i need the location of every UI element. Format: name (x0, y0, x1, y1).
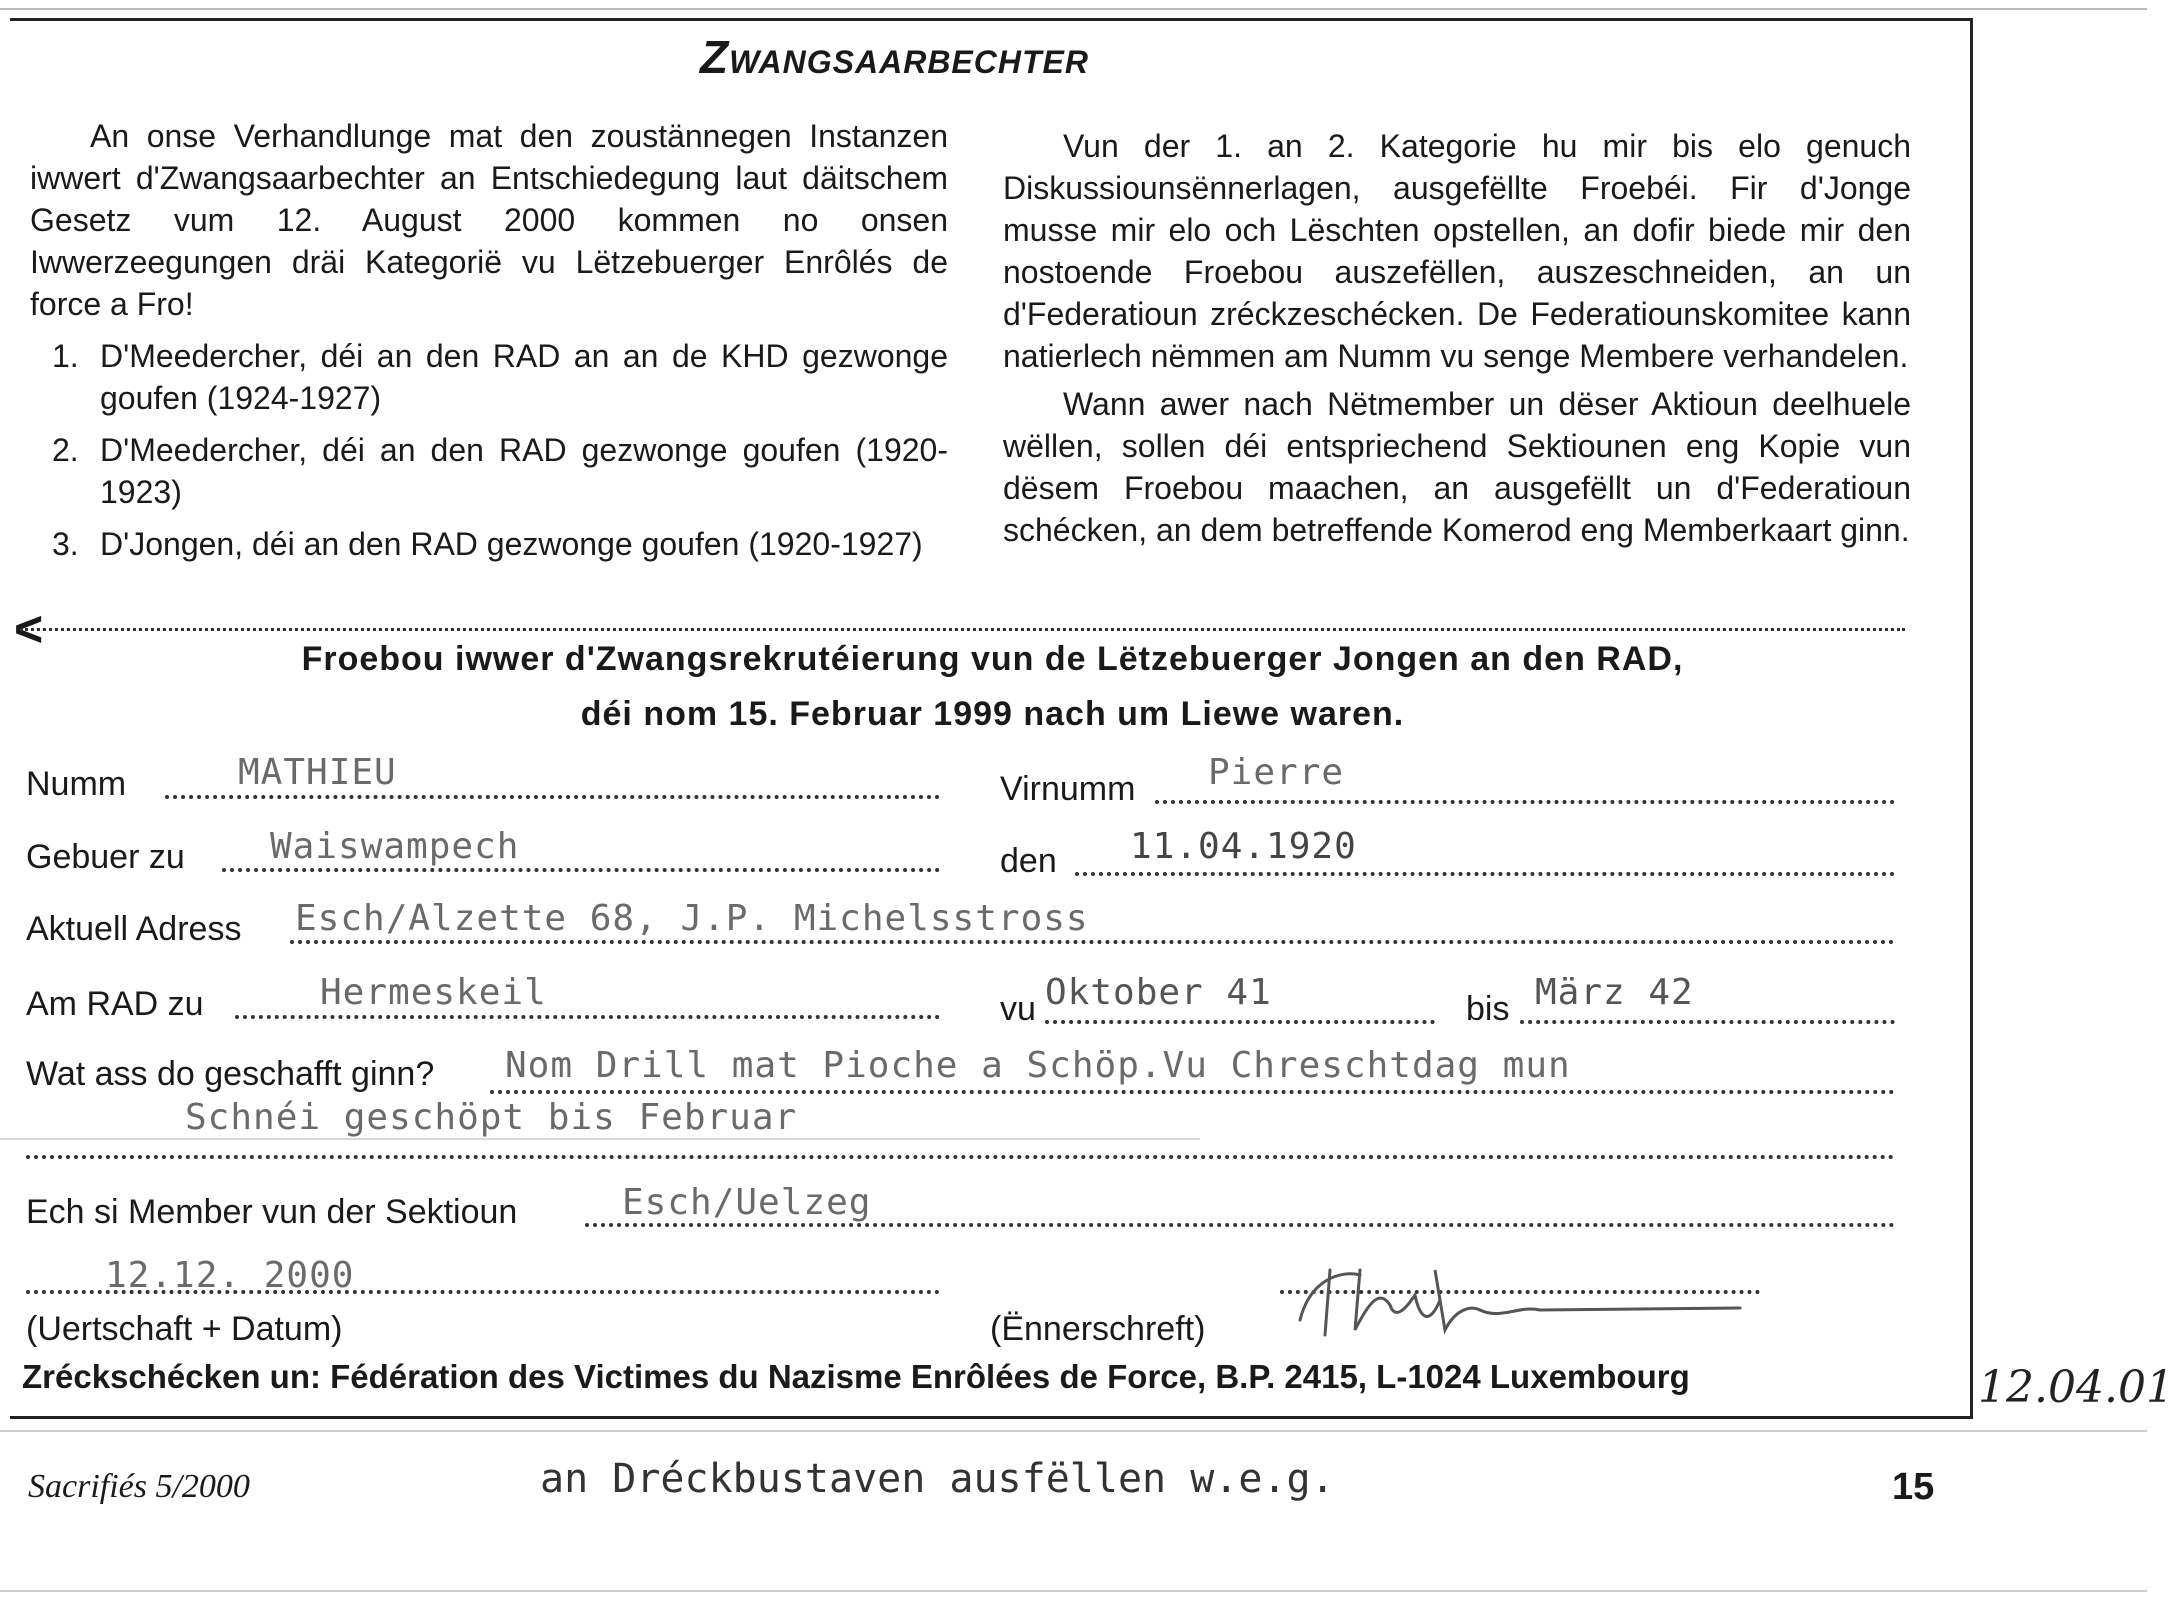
list-item-text: D'Meedercher, déi an den RAD gezwonge goufen (1920-1923) (100, 432, 948, 510)
field-virnumm[interactable]: Pierre (1208, 752, 1345, 793)
list-item (30, 335, 948, 419)
fill-instruction: an Dréckbustaven ausfëllen w.e.g. (540, 1456, 1335, 1502)
label-unterschrift: (Ënnerschreft) (990, 1310, 1206, 1348)
left-column (30, 115, 948, 565)
field-numm[interactable]: MATHIEU (238, 752, 397, 793)
dotted-line (585, 1223, 1895, 1227)
bottom-edge-line (0, 1590, 2147, 1592)
label-member: Ech si Member vun der Sektioun (26, 1193, 518, 1231)
dotted-line (26, 1155, 1895, 1159)
form-heading-line-2: déi nom 15. Februar 1999 nach um Liewe waren. (580, 695, 1405, 733)
scissors-arrow-icon: < (14, 601, 44, 657)
label-ort-datum: (Uertschaft + Datum) (26, 1310, 343, 1348)
list-item-number: 1. (52, 338, 79, 374)
label-gebuer: Gebuer zu (26, 838, 185, 876)
intro-paragraph: An onse Verhandlunge mat den zoustännegen Instanzen iwwert d'Zwangsaarbechter an Entschiedegung laut däitschem Gesetz vum 12. August 2000 kommen no onsen Iwwerzeegungen dräi Kategorië vu Lëtzebuerger Enrôlés de force a Fro! (30, 118, 948, 322)
label-rad: Am RAD zu (26, 985, 204, 1023)
dotted-line (222, 868, 940, 872)
field-vu[interactable]: Oktober 41 (1045, 972, 1272, 1013)
field-den[interactable]: 11.04.1920 (1130, 826, 1357, 867)
scan-streak (0, 1138, 1200, 1140)
page-title: Zwangsaarbechter (700, 31, 1089, 83)
list-item-number: 3. (52, 526, 79, 562)
field-rad[interactable]: Hermeskeil (320, 972, 547, 1013)
signature (1270, 1250, 1750, 1350)
list-item-text: D'Meedercher, déi an den RAD an an de KHD gezwonge goufen (1924-1927) (100, 338, 948, 416)
list-item (30, 429, 948, 513)
form-heading-line-1: Froebou iwwer d'Zwangsrekrutéierung vun de Lëtzebuerger Jongen an den RAD, (301, 640, 1684, 678)
field-gebuer[interactable]: Waiswampech (270, 826, 520, 867)
fold-line (0, 1430, 2147, 1432)
cut-line (20, 628, 1905, 631)
label-bis: bis (1466, 990, 1510, 1028)
right-paragraph-2: Wann awer nach Nëtmember un dëser Aktioun deelhuele wëllen, sollen déi entspriechend Sektiounen eng Kopie vun dësem Froebou maachen, an ausgefëllt un d'Federatioun schécken, an dem betreffende Komerod eng Memberkaart ginn. (1003, 386, 1911, 548)
dotted-line (1155, 800, 1895, 804)
field-member[interactable]: Esch/Uelzeg (622, 1182, 872, 1223)
top-edge-line (0, 8, 2147, 10)
return-address: Zréckschécken un: Fédération des Victimes du Nazisme Enrôlées de Force, B.P. 2415, L-1024 Luxembourg (22, 1358, 1690, 1395)
right-column (1003, 125, 1911, 551)
label-geschafft: Wat ass do geschafft ginn? (26, 1055, 435, 1093)
dotted-line (1075, 872, 1895, 876)
dotted-line (1045, 1020, 1435, 1024)
list-item (30, 523, 948, 565)
field-geschafft-line-1[interactable]: Nom Drill mat Pioche a Schöp.Vu Chreschtdag mun (505, 1045, 1571, 1086)
label-den: den (1000, 842, 1057, 880)
dotted-line (235, 1015, 940, 1019)
label-numm: Numm (26, 765, 127, 803)
label-vu: vu (1000, 990, 1036, 1028)
list-item-text: D'Jongen, déi an den RAD gezwonge goufen (1920-1927) (100, 526, 923, 562)
dotted-line (290, 940, 1895, 944)
dotted-line (165, 795, 940, 799)
field-ort-datum[interactable]: 12.12. 2000 (105, 1255, 355, 1296)
dotted-line (1520, 1020, 1895, 1024)
list-item-number: 2. (52, 432, 79, 468)
label-adress: Aktuell Adress (26, 910, 242, 948)
field-geschafft-line-2[interactable]: Schnéi geschöpt bis Februar (185, 1097, 798, 1138)
field-bis[interactable]: März 42 (1535, 972, 1694, 1013)
label-virnumm: Virnumm (1000, 770, 1136, 808)
page-number: 15 (1892, 1466, 1935, 1508)
field-adress[interactable]: Esch/Alzette 68, J.P. Michelsstross (295, 898, 1089, 939)
right-paragraph-1: Vun der 1. an 2. Kategorie hu mir bis elo genuch Diskussiounsënnerlagen, ausgefëllte Froebéi. Fir d'Jonge musse mir elo och Lëschten opstellen, an dofir biede mir den nostoende Froebou auszefëllen, auszeschneiden, an un d'Federatioun zréckzeschécken. De Federatiounskomitee kann natierlech nëmmen am Numm vu senge Membere verhandelen. (1003, 128, 1911, 374)
dotted-line (490, 1090, 1895, 1094)
publication-name: Sacrifiés 5/2000 (28, 1468, 250, 1505)
margin-note: 12.04.01 (1978, 1362, 2174, 1413)
